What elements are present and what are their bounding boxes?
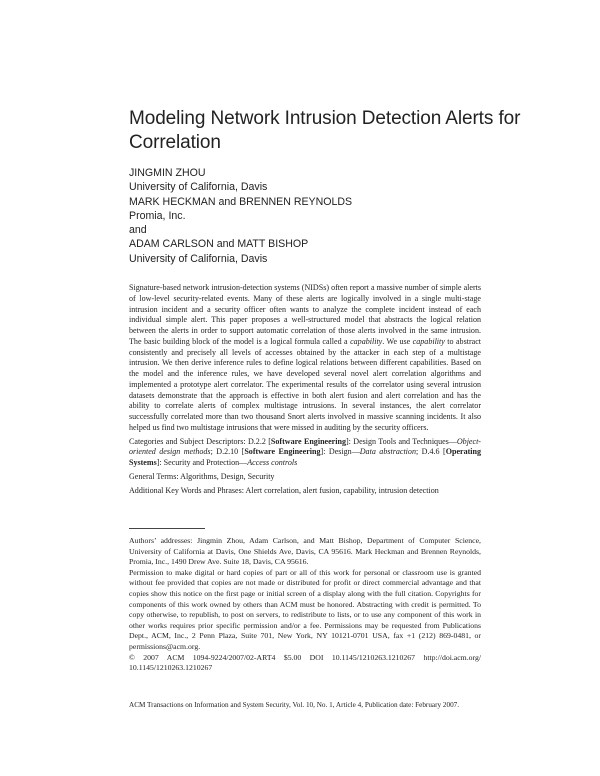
journal-running-foot: ACM Transactions on Information and System Security, Vol. 10, No. 1, Article 4, Publication date: February 2007.: [129, 701, 460, 709]
author-affiliation: University of California, Davis: [129, 181, 268, 194]
permission-notice: Permission to make digital or hard copies of part or all of this work for personal or classroom use is granted without fee provided that copies are not made or distributed for profit or direct commercial advantage and that copies show this notice on the first page or initial screen of a display along with the full citation. Copyrights for components of this work owned by others than ACM must be honored. Abstracting with credit is permitted. To copy otherwise, to republish, to post on servers, to redistribute to lists, or to use any component of this work in other works requires prior specific permission and/or a fee. Permissions may be requested from Publications Dept., ACM, Inc., 2 Penn Plaza, Suite 701, New York, NY 10121-0701 USA, fax +1 (212) 869-0481, or permissions@acm.org.: [129, 567, 481, 651]
categories-descriptors: Categories and Subject Descriptors: D.2.2 [Software Engineering]: Design Tools and Techniques—Object-oriented design methods; D.2.10 [Software Engineering]: Design—Data abstraction; D.4.6 [Operating Systems]: Security and Protection—Access controls: [129, 436, 482, 467]
keywords: Additional Key Words and Phrases: Alert correlation, alert fusion, capability, intrusion detection: [129, 485, 439, 495]
author-affiliation: Promia, Inc.: [129, 209, 186, 222]
footnote: [129, 536, 481, 674]
general-terms: General Terms: Algorithms, Design, Security: [129, 471, 275, 481]
author-name: JINGMIN ZHOU: [129, 167, 206, 179]
abstract: Signature-based network intrusion-detection systems (NIDSs) often report a massive number of simple alerts of low-level security-related events. Many of these alerts are logically involved in a single multi-stage intrusion incident and a security officer often wants to analyze the complete incident instead of each individual simple alert. This paper proposes a well-structured model that abstracts the logical relation between the alerts in order to support automatic correlation of those alerts involved in the same intrusion. The basic building block of the model is a logical formula called a capability. We use capability to abstract consistently and precisely all levels of accesses obtained by the attacker in each step of a multistage intrusion. We then derive inference rules to define logical relations between different capabilities. Based on the model and the inference rules, we have developed several novel alert correlation algorithms and implemented a prototype alert correlator. The experimental results of the correlator using several intrusion datasets demonstrate that the approach is effective in both alert fusion and alert correlation and has the ability to correlate alerts of complex multistage intrusions. In several instances, the alert correlator successfully correlated more than two thousand Snort alerts involved in massive scanning incidents. It also helped us find two multistage intrusions that were missed in auditing by the security officers.: [129, 283, 481, 432]
author-conjunction: and: [129, 224, 147, 237]
author-block: [129, 166, 529, 266]
copyright-line: © 2007 ACM 1094-9224/2007/02-ART4 $5.00 DOI 10.1145/1210263.1210267 http://doi.acm.org/ 10.1145/1210263.1210267: [129, 652, 481, 673]
paper-title: Modeling Network Intrusion Detection Alerts for Correlation: [129, 108, 521, 153]
author-name: ADAM CARLSON and MATT BISHOP: [129, 238, 309, 251]
author-addresses: Authors’ addresses: Jingmin Zhou, Adam Carlson, and Matt Bishop, Department of Computer Science, University of California at Davis, One Shields Ave, Davis, CA 95616. Mark Heckman and Brennen Reynolds, Promia, Inc., 1490 Drew Ave. Suite 18, Davis, CA 95616.: [129, 536, 481, 567]
footnote-rule: [129, 528, 205, 529]
author-affiliation: University of California, Davis: [129, 252, 268, 265]
front-matter-body: [129, 283, 481, 496]
author-name: MARK HECKMAN and BRENNEN REYNOLDS: [129, 195, 353, 208]
